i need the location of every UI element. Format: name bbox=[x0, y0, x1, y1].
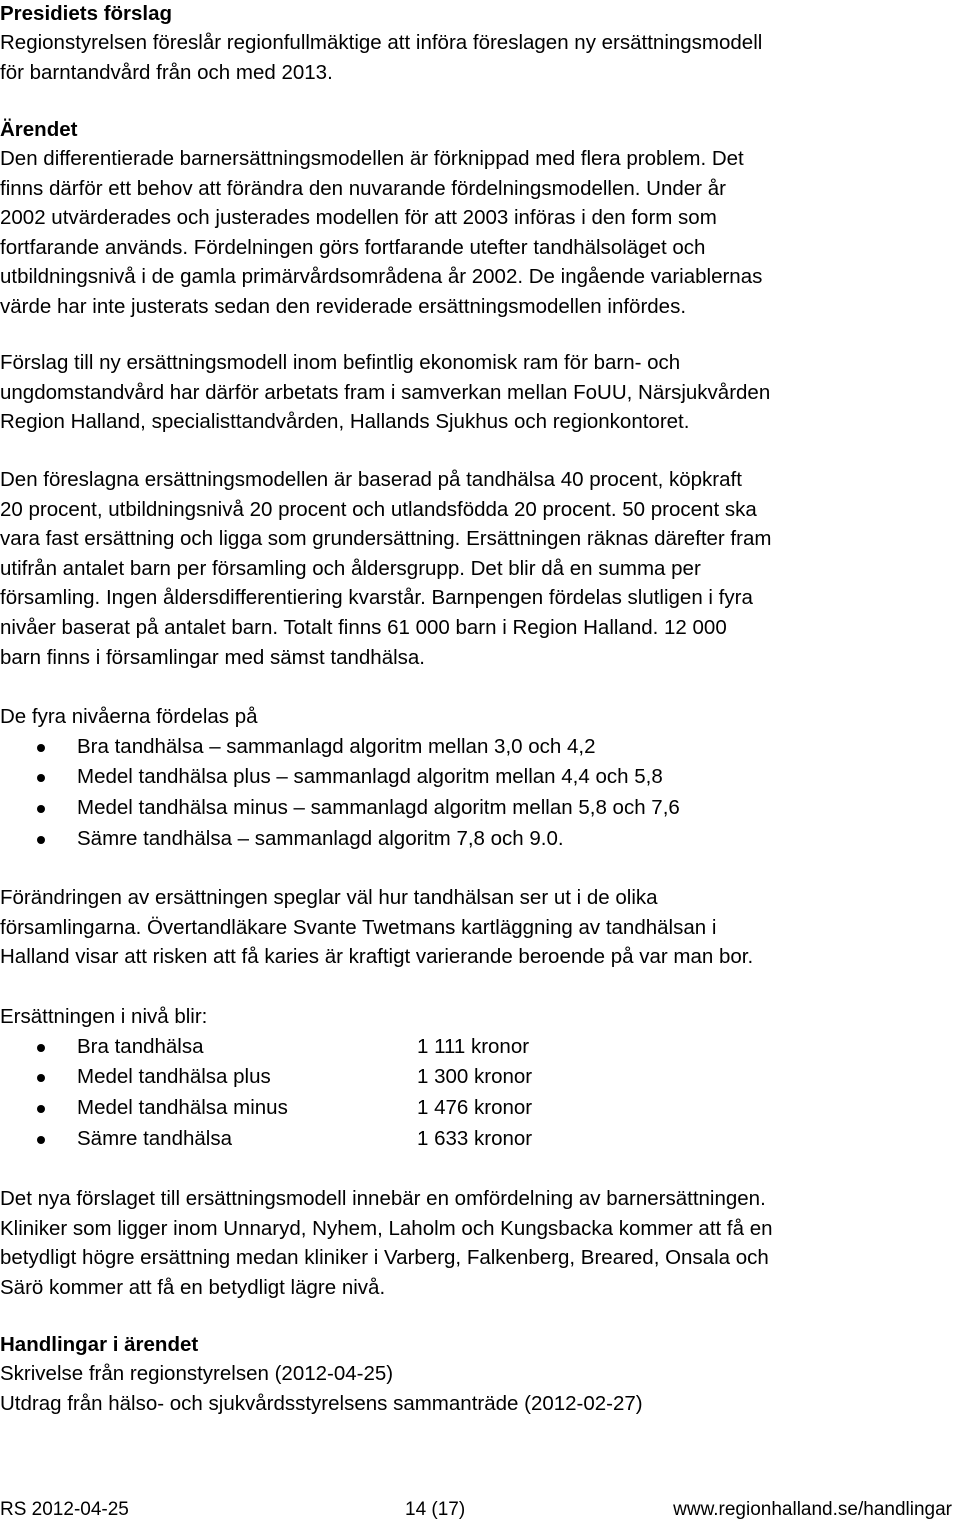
text-line: Regionstyrelsen föreslår regionfullmäktige att införa föreslagen ny ersättningsmodell bbox=[0, 31, 763, 54]
text-line: barn finns i församlingar med sämst tandhälsa. bbox=[0, 645, 426, 669]
text-line: finns därför ett behov att förändra den nuvarande fördelningsmodellen. Under år bbox=[0, 176, 726, 200]
list-item: Medel tandhälsa plus 1 300 kronor bbox=[0, 1062, 960, 1093]
footer-reference: RS 2012-04-25 bbox=[0, 1499, 129, 1520]
list-item: Medel tandhälsa minus – sammanlagd algoritm mellan 5,8 och 7,6 bbox=[0, 793, 960, 824]
nivaer-list bbox=[0, 732, 960, 855]
paragraph-forslag bbox=[0, 348, 960, 437]
handlingar-heading: Handlingar i ärendet bbox=[0, 1333, 199, 1356]
bullet-icon bbox=[37, 1044, 45, 1052]
text-line: Den föreslagna ersättningsmodellen är baserad på tandhälsa 40 procent, köpkraft bbox=[0, 468, 742, 491]
section-ersattning bbox=[0, 1002, 960, 1155]
text-line: Utdrag från hälso- och sjukvårdsstyrelsens sammanträde (2012-02-27) bbox=[0, 1391, 643, 1415]
text-line: utifrån antalet barn per församling och åldersgrupp. Det blir då en summa per bbox=[0, 556, 701, 580]
list-item: Bra tandhälsa 1 111 kronor bbox=[0, 1032, 960, 1063]
footer-url: www.regionhalland.se/handlingar bbox=[673, 1499, 952, 1520]
text-line: nivåer baserat på antalet barn. Totalt finns 61 000 barn i Region Halland. 12 000 bbox=[0, 615, 727, 639]
footer-page-number: 14 (17) bbox=[405, 1499, 466, 1520]
bullet-icon bbox=[37, 805, 45, 813]
bullet-icon bbox=[37, 744, 45, 752]
section-presidiet bbox=[0, 0, 960, 87]
text-line: Region Halland, specialisttandvården, Hallands Sjukhus och regionkontoret. bbox=[0, 410, 690, 434]
text-line: vara fast ersättning och ligga som grundersättning. Ersättningen räknas därefter fram bbox=[0, 527, 772, 551]
text-line: 20 procent, utbildningsnivå 20 procent och utlandsfödda 20 procent. 50 procent ska bbox=[0, 497, 757, 521]
list-item: Bra tandhälsa – sammanlagd algoritm mellan 3,0 och 4,2 bbox=[0, 732, 960, 763]
list-item: Sämre tandhälsa 1 633 kronor bbox=[0, 1124, 960, 1155]
text-line: församling. Ingen åldersdifferentiering kvarstår. Barnpengen fördelas slutligen i fyra bbox=[0, 586, 753, 610]
text-line: Förslag till ny ersättningsmodell inom befintlig ekonomisk ram för barn- och bbox=[0, 351, 681, 374]
text-line: fortfarande används. Fördelningen görs fortfarande utefter tandhälsoläget och bbox=[0, 235, 706, 259]
section-arendet bbox=[0, 116, 960, 322]
text-line: ungdomstandvård har därför arbetats fram i samverkan mellan FoUU, Närsjukvården bbox=[0, 380, 771, 404]
section-handlingar bbox=[0, 1331, 960, 1418]
text-line: utbildningsnivå i de gamla primärvårdsområdena år 2002. De ingående variablernas bbox=[0, 265, 763, 289]
text-line: 2002 utvärderades och justerades modellen för att 2003 införas i den form som bbox=[0, 206, 717, 230]
text-line: Halland visar att risken att få karies är kraftigt varierande beroende på var man bor. bbox=[0, 945, 754, 969]
nivaer-intro: De fyra nivåerna fördelas på bbox=[0, 705, 258, 728]
list-item: Medel tandhälsa plus – sammanlagd algoritm mellan 4,4 och 5,8 bbox=[0, 762, 960, 793]
text-line: för barntandvård från och med 2013. bbox=[0, 60, 333, 84]
text-line: betydligt högre ersättning medan kliniker i Varberg, Falkenberg, Breared, Onsala och bbox=[0, 1246, 769, 1270]
arendet-heading: Ärendet bbox=[0, 118, 78, 141]
text-line: Skrivelse från regionstyrelsen (2012-04-25) bbox=[0, 1362, 394, 1385]
paragraph-modell bbox=[0, 465, 960, 672]
bullet-icon bbox=[37, 774, 45, 782]
text-line: Den differentierade barnersättningsmodellen är förknippad med flera problem. Det bbox=[0, 147, 744, 170]
text-line: Särö kommer att få en betydligt lägre nivå. bbox=[0, 1275, 386, 1299]
bullet-icon bbox=[37, 1074, 45, 1082]
text-line: Förändringen av ersättningen speglar väl hur tandhälsan ser ut i de olika bbox=[0, 886, 658, 909]
ersattning-list bbox=[0, 1032, 960, 1155]
ersattning-intro: Ersättningen i nivå blir: bbox=[0, 1005, 208, 1028]
text-line: Kliniker som ligger inom Unnaryd, Nyhem, Laholm och Kungsbacka kommer att få en bbox=[0, 1216, 773, 1240]
bullet-icon bbox=[37, 836, 45, 844]
presidiet-heading: Presidiets förslag bbox=[0, 2, 173, 25]
bullet-icon bbox=[37, 1105, 45, 1113]
list-item: Medel tandhälsa minus 1 476 kronor bbox=[0, 1093, 960, 1124]
text-line: värde har inte justerats sedan den reviderade ersättningsmodellen infördes. bbox=[0, 294, 687, 318]
list-item: Sämre tandhälsa – sammanlagd algoritm 7,8 och 9.0. bbox=[0, 824, 960, 855]
paragraph-forandring bbox=[0, 883, 960, 972]
text-line: församlingarna. Övertandläkare Svante Twetmans kartläggning av tandhälsan i bbox=[0, 915, 717, 939]
section-nivaer bbox=[0, 702, 960, 855]
bullet-icon bbox=[37, 1136, 45, 1144]
paragraph-omfordelning bbox=[0, 1184, 960, 1302]
text-line: Det nya förslaget till ersättningsmodell innebär en omfördelning av barnersättningen. bbox=[0, 1187, 766, 1210]
